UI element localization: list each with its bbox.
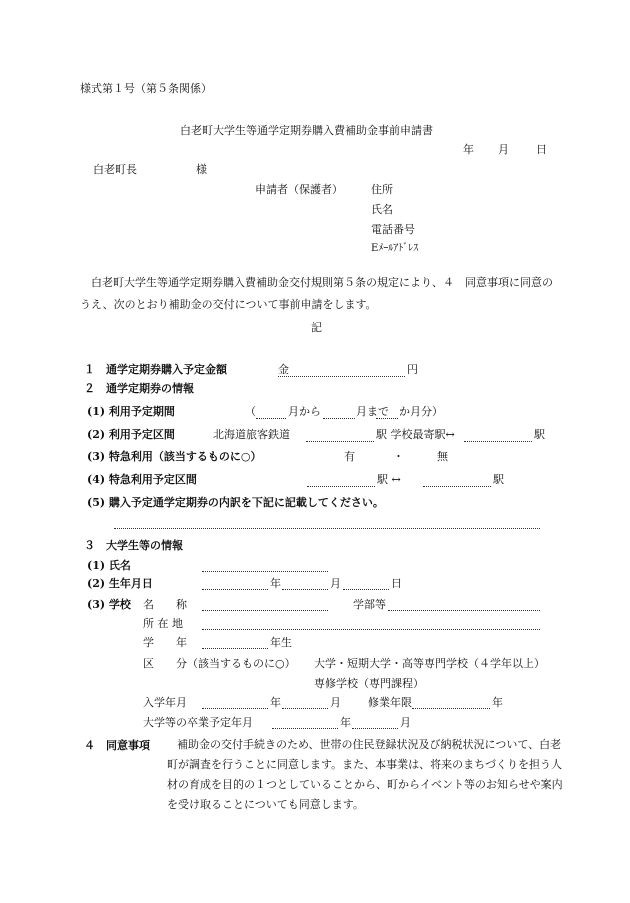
period-to-label: 月まで — [356, 405, 389, 418]
school-station-label: 駅 — [534, 428, 545, 441]
graduation-year-field[interactable] — [272, 728, 338, 729]
school-location-field[interactable] — [202, 629, 540, 630]
school-location-label: 所 在 地 — [143, 617, 183, 630]
date-day-label: 日 — [536, 143, 547, 156]
school-type-label: 区 分（該当するものに○） — [143, 657, 296, 670]
period-to-field[interactable] — [323, 418, 355, 419]
period-open-paren: （ — [245, 405, 256, 418]
dob-year-field[interactable] — [202, 589, 268, 590]
applicant-address-label: 住所 — [371, 183, 393, 196]
amount-yen: 円 — [407, 363, 418, 376]
breakdown-field[interactable] — [114, 528, 540, 529]
school-label: (3) 学校 — [87, 598, 131, 611]
term-label: 修業年限 — [368, 696, 412, 709]
express-station1-label: 駅 ↔ — [377, 473, 401, 486]
section2-label: ２ 通学定期券の情報 — [84, 382, 194, 395]
applicant-phone-label: 電話番号 — [371, 223, 415, 236]
term-unit: 年 — [492, 696, 503, 709]
railway-company: 北海道旅客鉄道 — [213, 428, 290, 441]
grade-unit: 年生 — [270, 636, 292, 649]
entry-month-unit: 月 — [330, 696, 341, 709]
breakdown-label: (5) 購入予定通学定期券の内訳を下記に記載してください。 — [87, 496, 384, 509]
graduation-month-unit: 月 — [400, 716, 411, 729]
term-field[interactable] — [412, 708, 490, 709]
addressee-name: 白老町長 — [93, 163, 137, 176]
school-type-option2[interactable]: 専修学校（専門課程） — [314, 677, 424, 690]
entry-month-field[interactable] — [282, 708, 328, 709]
school-station-field[interactable] — [464, 441, 532, 442]
express-station2-label: 駅 — [493, 473, 504, 486]
entry-label: 入学年月 — [143, 696, 187, 709]
dob-label: (2) 生年月日 — [87, 577, 153, 590]
grade-label: 学 年 — [143, 636, 187, 649]
grade-field[interactable] — [202, 648, 268, 649]
applicant-label: 申請者（保護者） — [255, 183, 343, 196]
express-yes[interactable]: 有 — [344, 450, 355, 463]
dob-month-unit: 月 — [330, 577, 341, 590]
entry-year-unit: 年 — [270, 696, 281, 709]
period-months-label: か月分） — [399, 405, 443, 418]
amount-field[interactable] — [278, 376, 405, 377]
express-station1-field[interactable] — [307, 486, 375, 487]
amount-kin: 金 — [278, 363, 289, 376]
express-label: (3) 特急利用（該当するものに○） — [87, 450, 262, 463]
applicant-name-label: 氏名 — [371, 203, 393, 216]
form-number: 様式第１号（第５条関係） — [80, 82, 212, 95]
express-sep: ・ — [393, 450, 404, 463]
section-label: (2) 利用予定区間 — [87, 428, 175, 441]
graduation-month-field[interactable] — [352, 728, 398, 729]
student-name-label: (1) 氏名 — [87, 559, 131, 572]
dob-year-unit: 年 — [270, 577, 281, 590]
ki-heading: 記 — [311, 321, 322, 334]
consent-text: 補助金の交付手続きのため、世帯の住民登録状況及び納税状況について、白老町が調査を行うことに同意します。また、本事業は、将来のまちづくりを担う人材の育成を目的の１つとしていることから、町からイベント等のお知らせや案内を受け取ることについても同意します。 — [167, 738, 563, 811]
intro-paragraph: 白老町大学生等通学定期券購入費補助金交付規則第５条の規定により、４ 同意事項に同意のうえ、次のとおり補助金の交付について事前申請をします。 — [80, 276, 553, 311]
student-name-field[interactable] — [202, 571, 328, 572]
date-year-label: 年 — [463, 143, 474, 156]
school-name-label: 名 称 — [143, 598, 187, 611]
express-station2-field[interactable] — [423, 486, 491, 487]
graduation-year-unit: 年 — [340, 716, 351, 729]
faculty-field[interactable] — [388, 610, 540, 611]
date-month-label: 月 — [498, 143, 509, 156]
dob-month-field[interactable] — [282, 589, 328, 590]
dob-day-field[interactable] — [343, 589, 389, 590]
school-name-field[interactable] — [202, 610, 328, 611]
express-section-label: (4) 特急利用予定区間 — [87, 473, 197, 486]
graduation-label: 大学等の卒業予定年月 — [143, 716, 253, 729]
section1-label: １ 通学定期券購入予定金額 — [84, 363, 227, 376]
nearest-station-field[interactable] — [306, 441, 374, 442]
nearest-station-label: 駅 学校最寄駅↔ — [376, 428, 455, 441]
period-months-field[interactable] — [376, 418, 398, 419]
dob-day-unit: 日 — [391, 577, 402, 590]
section3-label: ３ 大学生等の情報 — [84, 539, 183, 552]
document-title: 白老町大学生等通学定期券購入費補助金事前申請書 — [180, 124, 433, 137]
period-from-label: 月から — [288, 405, 321, 418]
period-from-field[interactable] — [256, 418, 286, 419]
express-no[interactable]: 無 — [437, 450, 448, 463]
addressee-honorific: 様 — [196, 163, 207, 176]
faculty-label: 学部等 — [353, 598, 386, 611]
school-type-option1[interactable]: 大学・短期大学・高等専門学校（４学年以上） — [314, 657, 545, 670]
entry-year-field[interactable] — [202, 708, 268, 709]
period-label: (1) 利用予定期間 — [87, 405, 175, 418]
applicant-email-label: Eﾒｰﾙｱﾄﾞﾚｽ — [371, 243, 419, 254]
section4-label: ４ 同意事項 — [84, 739, 150, 752]
